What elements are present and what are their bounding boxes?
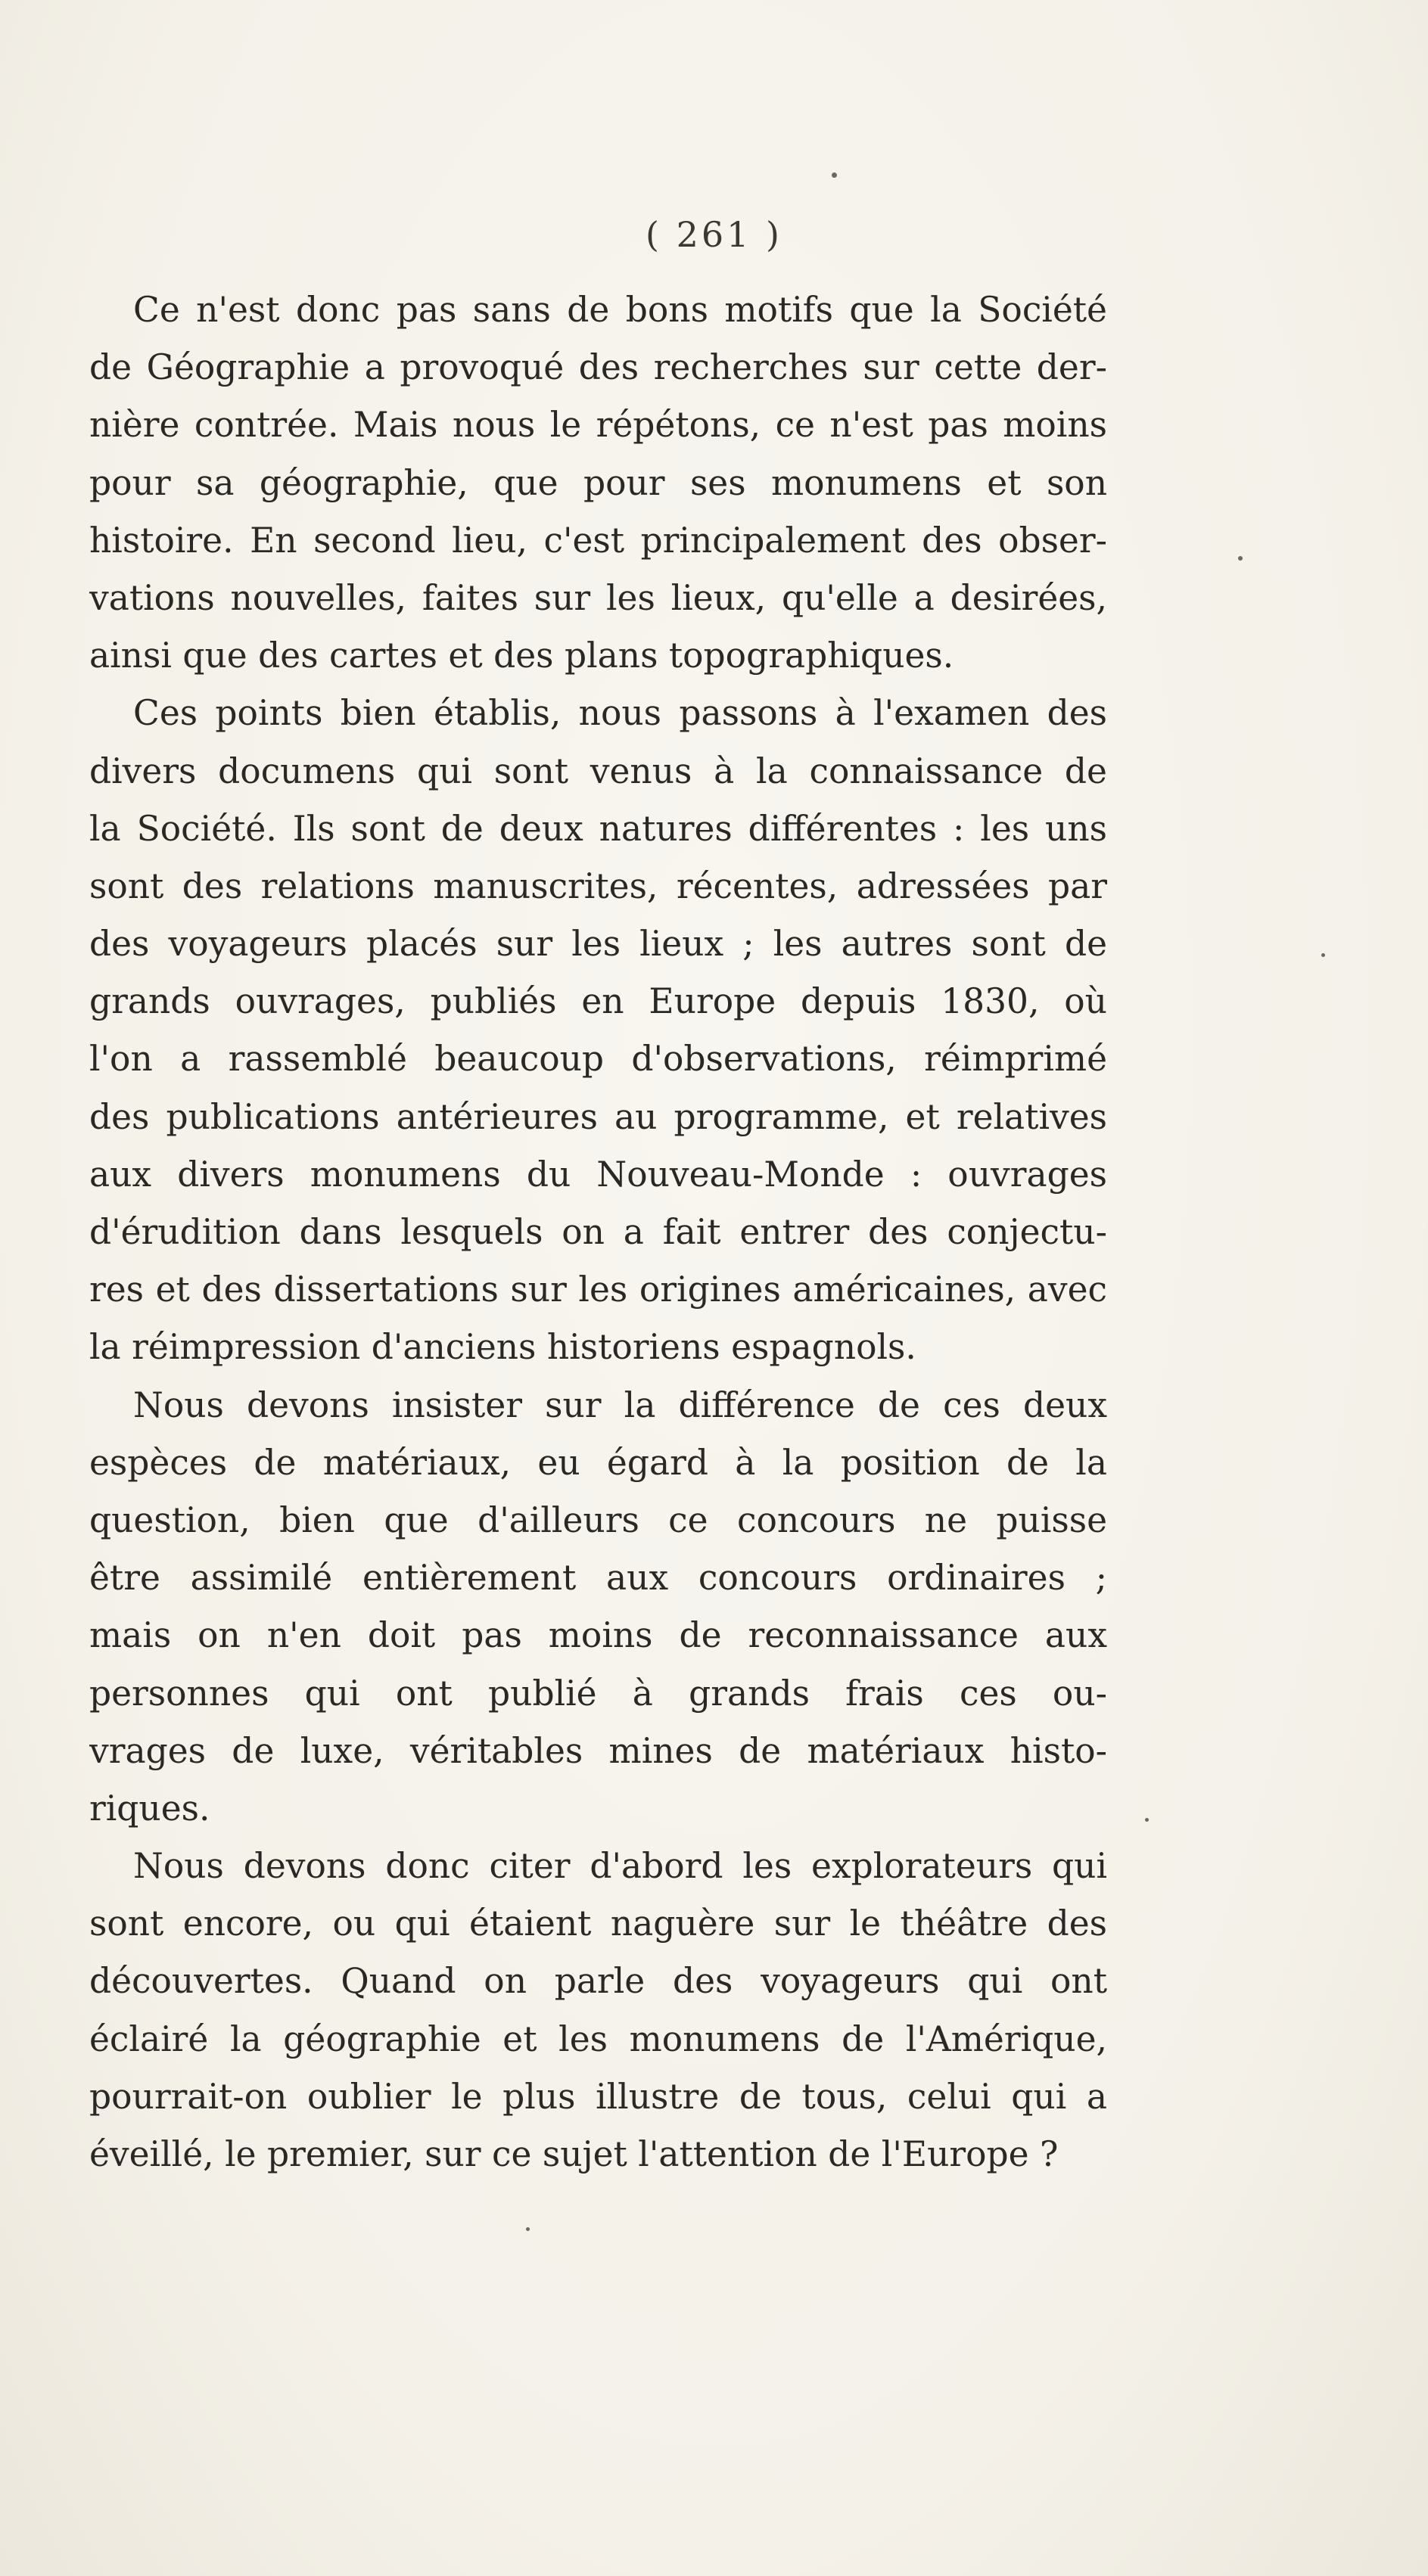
text-line: être assimilé entièrement aux concours ordinaires ; xyxy=(89,1558,1107,1599)
text-line: divers documens qui sont venus à la connaissance de xyxy=(89,750,1107,791)
text-line: d'érudition dans lesquels on a fait entrer des conjectu- xyxy=(89,1212,1107,1252)
text-line: sont des relations manuscrites, récentes, adressées par xyxy=(89,865,1107,906)
text-line: sont encore, ou qui étaient naguère sur le théâtre des xyxy=(89,1903,1107,1944)
text-line: mais on n'en doit pas moins de reconnaissance aux xyxy=(89,1615,1107,1656)
text-line: pourrait-on oublier le plus illustre de tous, celui qui a xyxy=(89,2076,1107,2117)
text-line: grands ouvrages, publiés en Europe depuis 1830, où xyxy=(89,981,1107,1022)
text-line: Nous devons donc citer d'abord les explorateurs qui xyxy=(133,1846,1107,1887)
text-line: des publications antérieures au programme, et relatives xyxy=(89,1096,1107,1137)
text-line: de Géographie a provoqué des recherches sur cette der- xyxy=(89,347,1107,388)
text-line: histoire. En second lieu, c'est principalement des obser- xyxy=(89,520,1107,561)
text-line: découvertes. Quand on parle des voyageurs qui ont xyxy=(89,1961,1107,2002)
text-line: nière contrée. Mais nous le répétons, ce n'est pas moins xyxy=(89,405,1107,446)
text-line: question, bien que d'ailleurs ce concours ne puisse xyxy=(89,1499,1107,1540)
text-line: res et des dissertations sur les origines américaines, avec xyxy=(89,1269,1107,1310)
text-line: Ce n'est donc pas sans de bons motifs que la Société xyxy=(133,290,1107,330)
text-line: espèces de matériaux, eu égard à la position de la xyxy=(89,1442,1107,1483)
text-line: Nous devons insister sur la différence de ces deux xyxy=(133,1384,1107,1425)
text-line: des voyageurs placés sur les lieux ; les autres sont de xyxy=(89,924,1107,965)
paper-speck xyxy=(526,2227,530,2231)
text-line: éclairé la géographie et les monumens de l'Amérique, xyxy=(89,2018,1107,2059)
paper-speck xyxy=(1321,953,1325,957)
text-line: ainsi que des cartes et des plans topographiques. xyxy=(89,635,954,676)
text-line: pour sa géographie, que pour ses monumens et son xyxy=(89,462,1107,503)
text-line: éveillé, le premier, sur ce sujet l'attention de l'Europe ? xyxy=(89,2134,1059,2174)
paragraph-3 xyxy=(89,1377,1107,1838)
paper-speck xyxy=(1145,1818,1149,1822)
text-line: personnes qui ont publié à grands frais ces ou- xyxy=(89,1673,1107,1714)
paragraph-1 xyxy=(89,281,1107,685)
text-line: vrages de luxe, véritables mines de matériaux histo- xyxy=(89,1730,1107,1771)
page-number: ( 261 ) xyxy=(646,214,782,255)
paragraph-4 xyxy=(89,1838,1107,2183)
paper-speck xyxy=(832,172,837,178)
text-line: la réimpression d'anciens historiens espagnols. xyxy=(89,1327,916,1368)
text-line: aux divers monumens du Nouveau-Monde : ouvrages xyxy=(89,1154,1107,1195)
paragraph-2 xyxy=(89,685,1107,1376)
paper-speck xyxy=(1238,556,1243,561)
text-line: riques. xyxy=(89,1788,210,1829)
text-line: vations nouvelles, faites sur les lieux, qu'elle a desirées, xyxy=(89,577,1107,618)
text-line: l'on a rassemblé beaucoup d'observations, réimprimé xyxy=(89,1039,1107,1080)
text-line: Ces points bien établis, nous passons à l'examen des xyxy=(133,693,1107,734)
text-line: la Société. Ils sont de deux natures différentes : les uns xyxy=(89,808,1107,849)
body-text xyxy=(89,281,1107,2183)
